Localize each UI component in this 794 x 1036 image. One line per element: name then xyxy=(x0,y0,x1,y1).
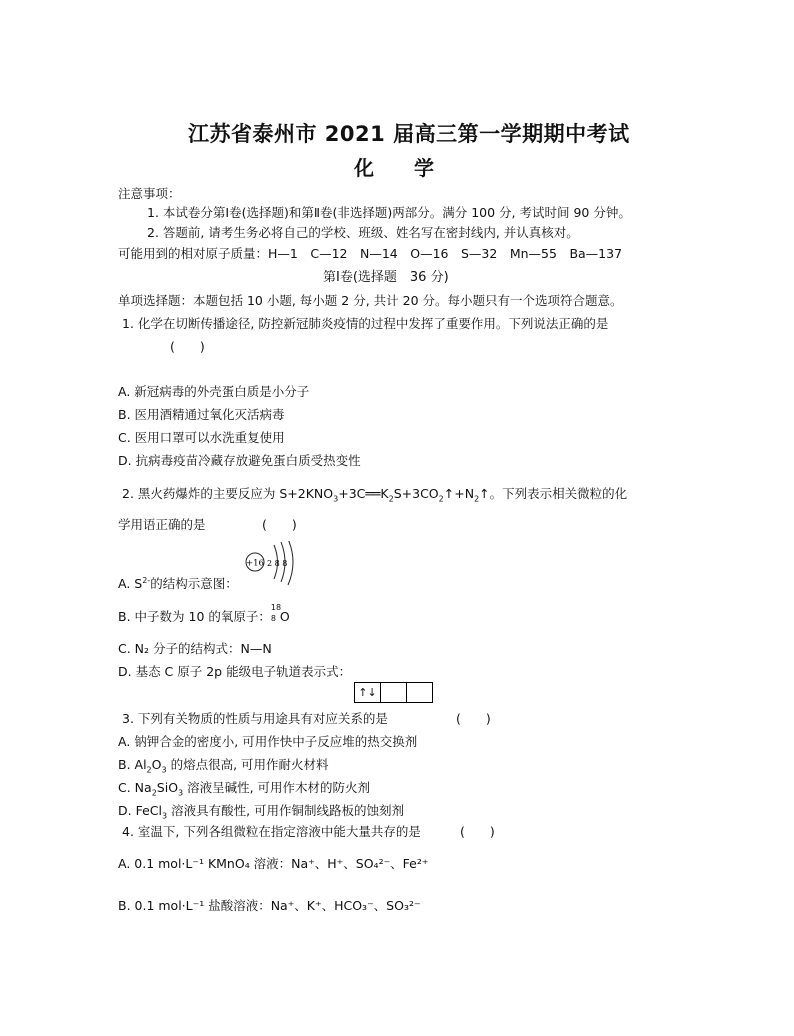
q3-option-c-text: 溶液呈碱性, 可用作木材的防火剂 xyxy=(187,780,371,795)
notes-heading: 注意事项： xyxy=(118,186,181,201)
q2-equation: $S+2KNO_3+3C══K_2S+3CO_2↑+N_2↑$ xyxy=(279,486,490,504)
q2-option-d: D. 基态 C 原子 2p 能级电子轨道表示式： xyxy=(118,664,352,679)
q1-option-b: B. 医用酒精通过氧化灭活病毒 xyxy=(118,407,285,422)
q3-stem: 3. 下列有关物质的性质与用途具有对应关系的是 xyxy=(122,711,388,726)
q2-option-a: A. $S^{2-}$的结构示意图： xyxy=(118,575,238,591)
q4-option-b: B. 0.1 mol·L⁻¹ 盐酸溶液：Na⁺、K⁺、HCO₃⁻、SO₃²⁻ xyxy=(118,898,421,913)
oxygen-isotope-symbol: 18 8 O xyxy=(270,603,290,624)
q2-stem-line2: 学用语正确的是 xyxy=(118,517,206,532)
q3-option-b: B. $Al_2O_3$ 的熔点很高, 可用作耐火材料 xyxy=(118,757,329,775)
q3-option-d-text: 溶液具有酸性, 可用作铜制线路板的蚀刻剂 xyxy=(171,803,405,818)
orbital-diagram xyxy=(355,682,433,703)
q2-option-b-text: B. 中子数为 10 的氧原子： xyxy=(118,609,271,624)
q4-option-a: A. 0.1 mol·L⁻¹ KMnO₄ 溶液：Na⁺、H⁺、SO₄²⁻、Fe²⁺ xyxy=(118,856,429,871)
section-title: 第Ⅰ卷(选择题 36 分) xyxy=(323,270,449,285)
q4-stem: 4. 室温下, 下列各组微粒在指定溶液中能大量共存的是 xyxy=(122,824,421,839)
q1-stem: 1. 化学在切断传播途径, 防控新冠肺炎疫情的过程中发挥了重要作用。下列说法正确的是 xyxy=(122,316,609,331)
sulfide-ion-structure-diagram xyxy=(238,541,298,587)
q3-option-b-text: 的熔点很高, 可用作耐火材料 xyxy=(170,757,329,772)
q3-option-d: D. FeCl$_3$ 溶液具有酸性, 可用作铜制线路板的蚀刻剂 xyxy=(118,803,405,821)
orbit-electron-counts: 2 8 8 xyxy=(267,559,288,568)
q3-option-c: C. $Na_2SiO_3$ 溶液呈碱性, 可用作木材的防火剂 xyxy=(118,780,371,798)
q2-answer-blank: ( ) xyxy=(262,517,297,532)
q1-answer-blank: ( ) xyxy=(170,339,205,354)
q2-stem-prefix: 2. 黑火药爆炸的主要反应为 xyxy=(122,486,280,501)
section-intro: 单项选择题：本题包括 10 小题, 每小题 2 分, 共计 20 分。每小题只有一个选项符合题意。 xyxy=(118,293,623,308)
q1-option-a: A. 新冠病毒的外壳蛋白质是小分子 xyxy=(118,384,310,399)
notes-item-1: 1. 本试卷分第Ⅰ卷(选择题)和第Ⅱ卷(非选择题)两部分。满分 100 分, 考试时间 90 分钟。 xyxy=(147,205,631,220)
orbital-box-3 xyxy=(406,682,433,703)
orbit-nucleus-label: +16 xyxy=(246,558,264,569)
q2-option-a-text: 的结构示意图： xyxy=(150,576,238,591)
q2-option-b xyxy=(118,603,290,624)
subject-title: 化 学 xyxy=(354,156,434,180)
q2-stem-suffix: 。下列表示相关微粒的化 xyxy=(489,486,628,501)
q3-answer-blank: ( ) xyxy=(456,711,491,726)
orbital-box-2 xyxy=(380,682,407,703)
q2-option-c: C. N₂ 分子的结构式：N—N xyxy=(118,641,272,656)
q2-stem xyxy=(122,486,628,504)
q1-option-c: C. 医用口罩可以水洗重复使用 xyxy=(118,430,285,445)
page-title: 江苏省泰州市 2021 届高三第一学期期中考试 xyxy=(188,122,630,146)
orbital-box-1: ↑↓ xyxy=(354,682,381,703)
atomic-masses: 可能用到的相对原子质量：H—1 C—12 N—14 O—16 S—32 Mn—55 Ba—137 xyxy=(118,246,623,261)
q3-option-a: A. 钠钾合金的密度小, 可用作快中子反应堆的热交换剂 xyxy=(118,734,418,749)
q1-option-d: D. 抗病毒疫苗冷藏存放避免蛋白质受热变性 xyxy=(118,453,361,468)
notes-item-2: 2. 答题前, 请考生务必将自己的学校、班级、姓名写在密封线内, 并认真核对。 xyxy=(147,225,579,240)
q4-answer-blank: ( ) xyxy=(460,824,495,839)
